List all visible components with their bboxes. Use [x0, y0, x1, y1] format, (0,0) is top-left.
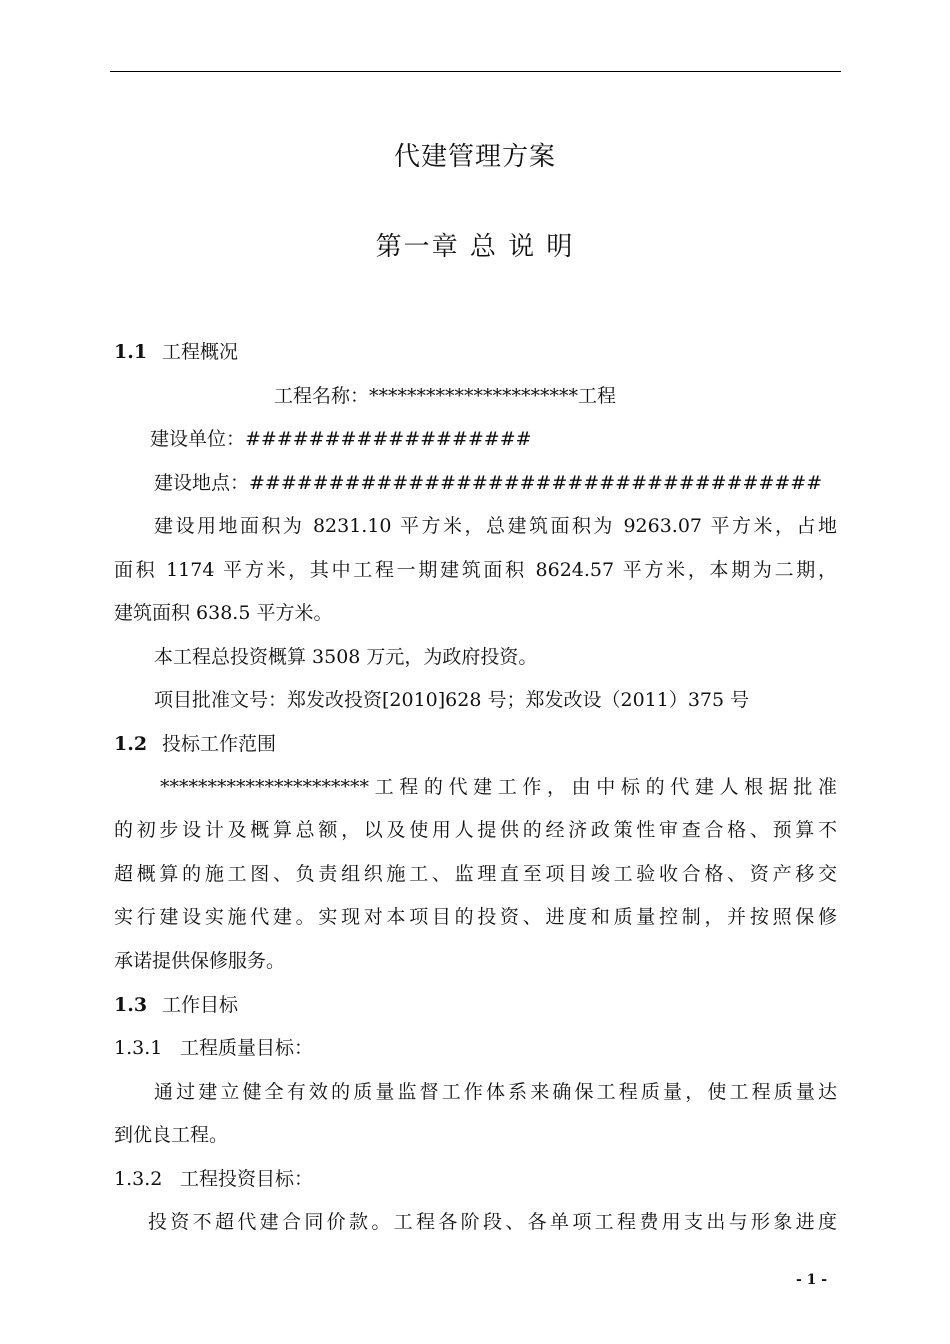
subsection-heading-1-3-1: [114, 1035, 313, 1061]
investment-line: 本工程总投资概算 3508 万元，为政府投资。: [154, 646, 538, 668]
section-number: 1.3: [114, 994, 148, 1016]
page-number: - 1 -: [796, 1272, 828, 1288]
paragraph-line: 建筑面积 638.5 平方米。: [114, 602, 333, 624]
section-number: 1.2: [114, 733, 148, 755]
paragraph-line: 承诺提供保修服务。: [114, 950, 286, 972]
paragraph-line: **********************工程的代建工作，由中标的代建人根据批准: [160, 776, 837, 798]
section-title: 工程概况: [162, 341, 239, 363]
paragraph-line: 实行建设实施代建。实现对本项目的投资、进度和质量控制，并按照保修: [114, 906, 837, 928]
section-title: 工作目标: [162, 994, 239, 1016]
approval-line: 项目批准文号：郑发改投资[2010]628 号；郑发改设（2011）375 号: [154, 689, 750, 711]
section-heading-1-3: [114, 992, 238, 1018]
paragraph-line: 面积 1174 平方米，其中工程一期建筑面积 8624.57 平方米，本期为二期，: [114, 559, 837, 581]
paragraph-line: 投资不超代建合同价款。工程各阶段、各单项工程费用支出与形象进度: [148, 1211, 837, 1233]
subsection-title: 工程质量目标：: [180, 1037, 314, 1059]
paragraph-line: 建设用地面积为 8231.10 平方米，总建筑面积为 9263.07 平方米，占地: [154, 515, 837, 537]
subsection-heading-1-3-2: [114, 1166, 313, 1192]
paragraph-line: 到优良工程。: [114, 1124, 229, 1146]
paragraph-line: 的初步设计及概算总额，以及使用人提供的经济政策性审查合格、预算不: [114, 819, 837, 841]
subsection-number: 1.3.1: [114, 1037, 163, 1059]
chapter-title: 第一章 总 说 明: [375, 232, 575, 262]
location-line: 建设地点：####################################: [154, 472, 823, 494]
builder-line: 建设单位：##################: [150, 428, 532, 450]
document-title: 代建管理方案: [393, 142, 556, 172]
project-name-line: 工程名称：**********************工程: [274, 385, 617, 407]
section-heading-1-2: [114, 731, 276, 757]
section-heading-1-1: [114, 339, 238, 365]
section-title: 投标工作范围: [162, 733, 277, 755]
header-rule: [110, 71, 841, 72]
subsection-title: 工程投资目标：: [180, 1168, 314, 1190]
paragraph-line: 通过建立健全有效的质量监督工作体系来确保工程质量，使工程质量达: [154, 1081, 837, 1103]
paragraph-line: 超概算的施工图、负责组织施工、监理直至项目竣工验收合格、资产移交: [114, 863, 837, 885]
section-number: 1.1: [114, 341, 148, 363]
subsection-number: 1.3.2: [114, 1168, 163, 1190]
